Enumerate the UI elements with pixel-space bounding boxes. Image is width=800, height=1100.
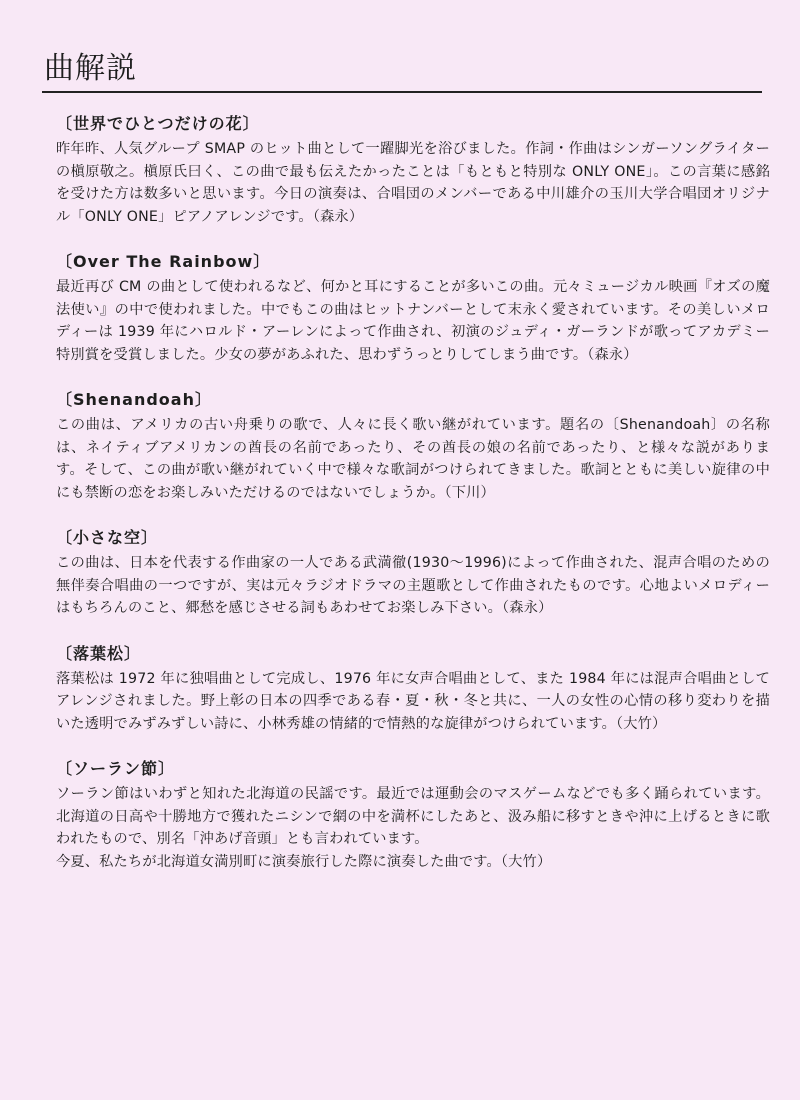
- song-paragraph: この曲は、アメリカの古い舟乗りの歌で、人々に長く歌い継がれています。題名の〔Shenandoah〕の名称は、ネイティブアメリカンの酋長の名前であったり、その酋長の娘の名前であったり、と様々な説があります。そして、この曲が歌い継がれていく中で様々な歌詞がつけられてきました。歌詞とともに美しい旋律の中にも禁断の恋をお楽しみいただけるのではないでしょうか。（下川）: [56, 417, 770, 501]
- song-title: 〔ソーラン節〕: [56, 759, 176, 778]
- page-title: 曲解説: [44, 51, 137, 86]
- title-underline: [42, 91, 762, 93]
- song-paragraph: 今夏、私たちが北海道女満別町に演奏旅行した際に演奏した曲です。（大竹）: [56, 853, 552, 870]
- song-description: [56, 783, 770, 873]
- song-note-sekai: [56, 112, 770, 228]
- song-paragraph: 落葉松は 1972 年に独唱曲として完成し、1976 年に女声合唱曲として、また 1984 年には混声合唱曲としてアレンジされました。野上彰の日本の四季である春・夏・秋・冬と共に、一人の女性の心情の移り変わりを描いた透明でみずみずしい詩に、小林秀雄の情緒的で情熱的な旋律がつけられています。（大竹）: [56, 670, 770, 732]
- song-note-over-the-rainbow: [56, 250, 770, 366]
- song-title: 〔Over The Rainbow〕: [56, 252, 271, 271]
- song-description: [56, 138, 770, 228]
- song-description: [56, 414, 770, 504]
- song-description: [56, 276, 770, 366]
- song-note-chiisana-sora: [56, 526, 770, 620]
- song-title: 〔世界でひとつだけの花〕: [56, 114, 260, 133]
- song-title: 〔Shenandoah〕: [56, 390, 212, 409]
- song-paragraph: この曲は、日本を代表する作曲家の一人である武満徹(1930～1996)によって作曲された、混声合唱のための無伴奏合唱曲の一つですが、実は元々ラジオドラマの主題歌として作曲されたものです。心地よいメロディーはもちろんのこと、郷愁を感じさせる詞もあわせてお楽しみ下さい。（森永）: [56, 555, 770, 616]
- song-paragraph: ソーラン節はいわずと知れた北海道の民謡です。最近では運動会のマスゲームなどでも多く踊られています。北海道の日高や十勝地方で獲れたニシンで網の中を満杯にしたあと、汲み船に移すときや沖に上げるときに歌われたもので、別名「沖あげ音頭」とも言われています。: [56, 786, 770, 847]
- song-description: [56, 668, 770, 736]
- song-note-karamatsu: [56, 642, 770, 736]
- song-note-soran-bushi: [56, 757, 770, 873]
- song-title: 〔落葉松〕: [56, 643, 142, 663]
- song-description: [56, 552, 770, 620]
- song-paragraph: 最近再び CM の曲として使われるなど、何かと耳にすることが多いこの曲。元々ミュージカル映画『オズの魔法使い』の中で使われました。中でもこの曲はヒットナンバーとして末永く愛されています。その美しいメロディーは 1939 年にハロルド・アーレンによって作曲され、初演のジュディ・ガーランドが歌ってアカデミー特別賞を受賞しました。少女の夢があふれた、思わずうっとりしてしまう曲です。（森永）: [56, 279, 770, 363]
- song-note-shenandoah: [56, 388, 770, 504]
- song-notes-list: [56, 112, 770, 895]
- song-paragraph: 昨年昨、人気グループ SMAP のヒット曲として一躍脚光を浴びました。作詞・作曲はシンガーソングライターの槇原敬之。槇原氏曰く、この曲で最も伝えたかったことは「もともと特別な ONLY ONE」。この言葉に感銘を受けた方は数多いと思います。今日の演奏は、合唱団のメンバーである中川雄介の玉川大学合唱団オリジナル「ONLY ONE」ピアノアレンジです。（森永）: [56, 141, 770, 225]
- song-title: 〔小さな空〕: [56, 528, 159, 547]
